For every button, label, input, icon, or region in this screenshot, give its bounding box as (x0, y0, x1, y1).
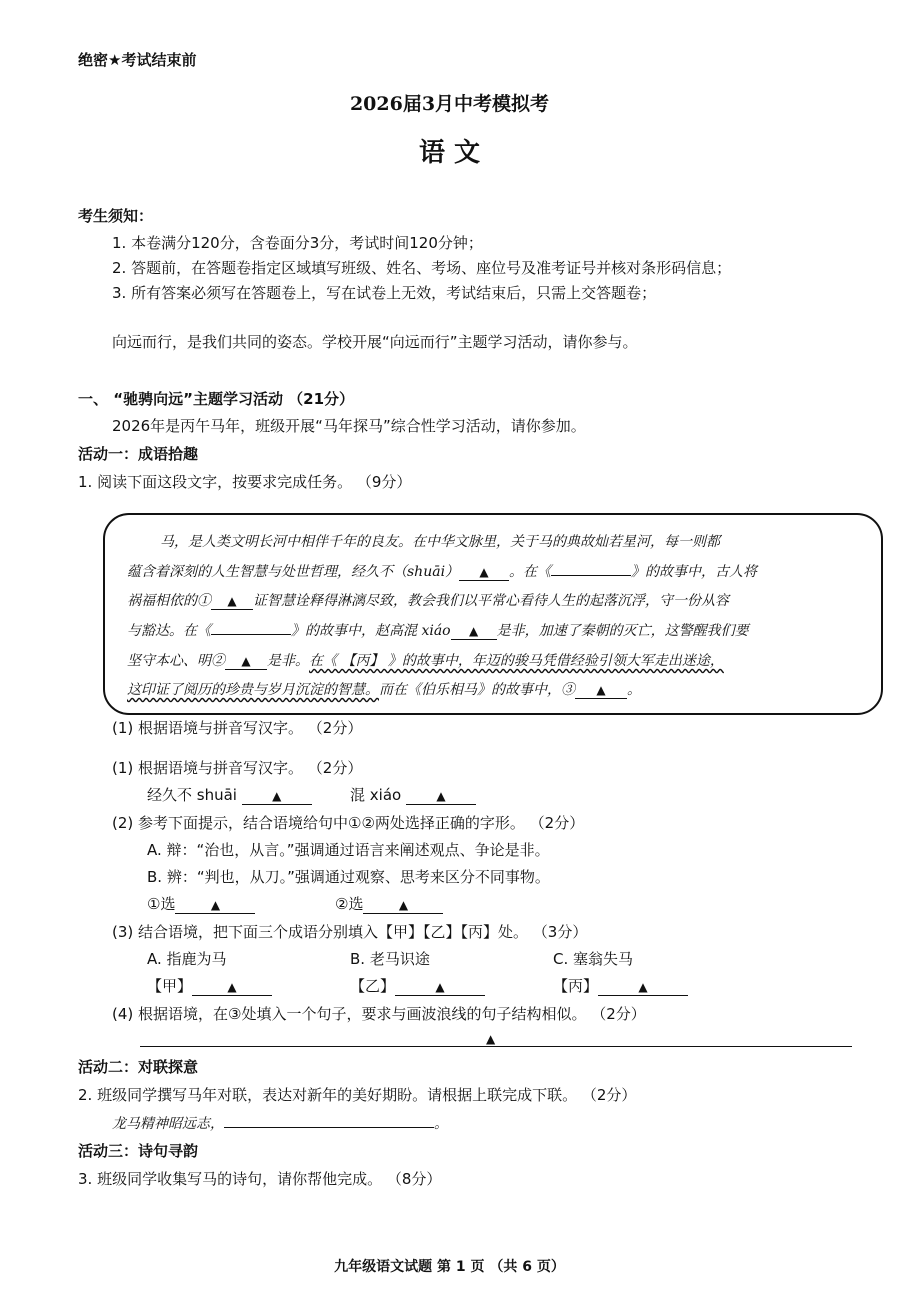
notice-item-1: 1. 本卷满分120分，含卷面分3分，考试时间120分钟； (112, 234, 483, 252)
triangle-marker: ▲ (486, 1032, 496, 1046)
answer-blank[interactable]: ▲ (211, 593, 253, 610)
passage-line-2: 蕴含着深刻的人生智慧与处世哲理，经久不（shuāi） ▲ 。在《 》的故事中，古人将 (127, 564, 758, 580)
passage-line-3: 祸福相依的① ▲ 证智慧诠释得淋漓尽致，教会我们以平常心看待人生的起落沉浮，守一份从容 (127, 593, 729, 609)
answer-blank[interactable] (551, 575, 631, 576)
idiom-option-a: A. 指鹿为马 (147, 950, 227, 968)
activity1-heading: 活动一：成语拾趣 (78, 445, 199, 463)
sub1-item-b: 混 xiáo ▲ (350, 785, 476, 805)
confidential-label: 绝密★考试结束前 (78, 51, 197, 69)
slot-bing: 【丙】 ▲ (553, 976, 688, 996)
notice-item-2: 2. 答题前，在答题卷指定区域填写班级、姓名、考场、座位号及准考证号并核对条形码信息； (112, 259, 732, 277)
passage-line-4: 与豁达。在《 》的故事中，赵高混 xiáo ▲ 是非，加速了秦朝的灭亡，这警醒我们要 (127, 623, 749, 639)
sub-question-1: (1) 根据语境与拼音写汉字。 （2分） (112, 759, 363, 777)
activity3-heading: 活动三：诗句寻韵 (78, 1142, 199, 1160)
question-3: 3. 班级同学收集写马的诗句，请你帮他完成。 （8分） (78, 1170, 442, 1188)
answer-blank[interactable]: ▲ (395, 978, 485, 996)
passage-line-1: 马，是人类文明长河中相伴千年的良友。在中华文脉里，关于马的典故灿若星河，每一则都 (160, 534, 720, 550)
sub2-option-a: A. 辩：“治也，从言。”强调通过语言来阐述观点、争论是非。 (147, 841, 550, 859)
theme-intro: 向远而行，是我们共同的姿态。学校开展“向远而行”主题学习活动，请你参与。 (112, 333, 638, 351)
exam-title: 2026届3月中考模拟考 (349, 93, 550, 115)
page-footer: 九年级语文试题 第 1 页 （共 6 页） (334, 1259, 565, 1275)
question-2: 2. 班级同学撰写马年对联，表达对新年的美好期盼。请根据上联完成下联。 （2分） (78, 1086, 637, 1104)
answer-blank[interactable]: ▲ (175, 896, 255, 914)
answer-blank[interactable]: ▲ (575, 682, 627, 699)
answer-blank[interactable]: ▲ (598, 978, 688, 996)
answer-blank[interactable]: ▲ (451, 623, 497, 640)
slot-yi: 【乙】 ▲ (350, 976, 485, 996)
sub1-item-a: 经久不 shuāi ▲ (147, 785, 312, 805)
subject-title: 语 文 (418, 138, 481, 168)
answer-blank[interactable]: ▲ (242, 787, 312, 805)
notice-heading: 考生须知： (78, 207, 154, 225)
passage-line-6: 这印证了阅历的珍贵与岁月沉淀的智慧。而在《伯乐相马》的故事中，③ ▲ 。 (127, 682, 641, 698)
couplet-upper: 龙马精神昭远志， 。 (112, 1116, 448, 1132)
answer-blank[interactable]: ▲ (363, 896, 443, 914)
activity2-heading: 活动二：对联探意 (78, 1058, 199, 1076)
sub2-choice-2: ②选 ▲ (335, 894, 443, 914)
idiom-option-c: C. 塞翁失马 (553, 950, 634, 968)
answer-blank[interactable]: ▲ (459, 564, 509, 581)
sub-question-2: (2) 参考下面提示，结合语境给句中①②两处选择正确的字形。 （2分） (112, 814, 585, 832)
sub2-option-b: B. 辨：“判也，从刀。”强调通过观察、思考来区分不同事物。 (147, 868, 550, 886)
answer-line[interactable] (140, 1046, 852, 1047)
section1-intro: 2026年是丙午马年，班级开展“马年探马”综合性学习活动，请你参加。 (112, 417, 586, 435)
couplet-lower-blank[interactable] (224, 1127, 434, 1128)
sub-question-4: (4) 根据语境，在③处填入一个句子，要求与画波浪线的句子结构相似。 （2分） (112, 1005, 646, 1023)
sub-question-1-repeat: (1) 根据语境与拼音写汉字。 （2分） (112, 719, 363, 737)
section1-heading: 一、 “驰骋向远”主题学习活动 （21分） (78, 390, 355, 408)
sub-question-3: (3) 结合语境，把下面三个成语分别填入【甲】【乙】【丙】处。 （3分） (112, 923, 588, 941)
slot-jia: 【甲】 ▲ (147, 976, 272, 996)
answer-blank[interactable]: ▲ (192, 978, 272, 996)
passage-line-5: 坚守本心、明② ▲ 是非。在《 【丙】 》的故事中，年迈的骏马凭借经验引领大军走出迷途， (127, 653, 724, 669)
answer-blank[interactable]: ▲ (225, 653, 267, 670)
answer-blank[interactable]: ▲ (406, 787, 476, 805)
answer-blank[interactable] (211, 634, 291, 635)
notice-item-3: 3. 所有答案必须写在答题卷上，写在试卷上无效，考试结束后，只需上交答题卷； (112, 284, 657, 302)
sub2-choice-1: ①选 ▲ (147, 894, 255, 914)
question-1: 1. 阅读下面这段文字，按要求完成任务。 （9分） (78, 473, 412, 491)
idiom-option-b: B. 老马识途 (350, 950, 430, 968)
wavy-underlined-sentence: 在《 【丙】 》的故事中，年迈的骏马凭借经验引领大军走出迷途， (309, 653, 724, 669)
